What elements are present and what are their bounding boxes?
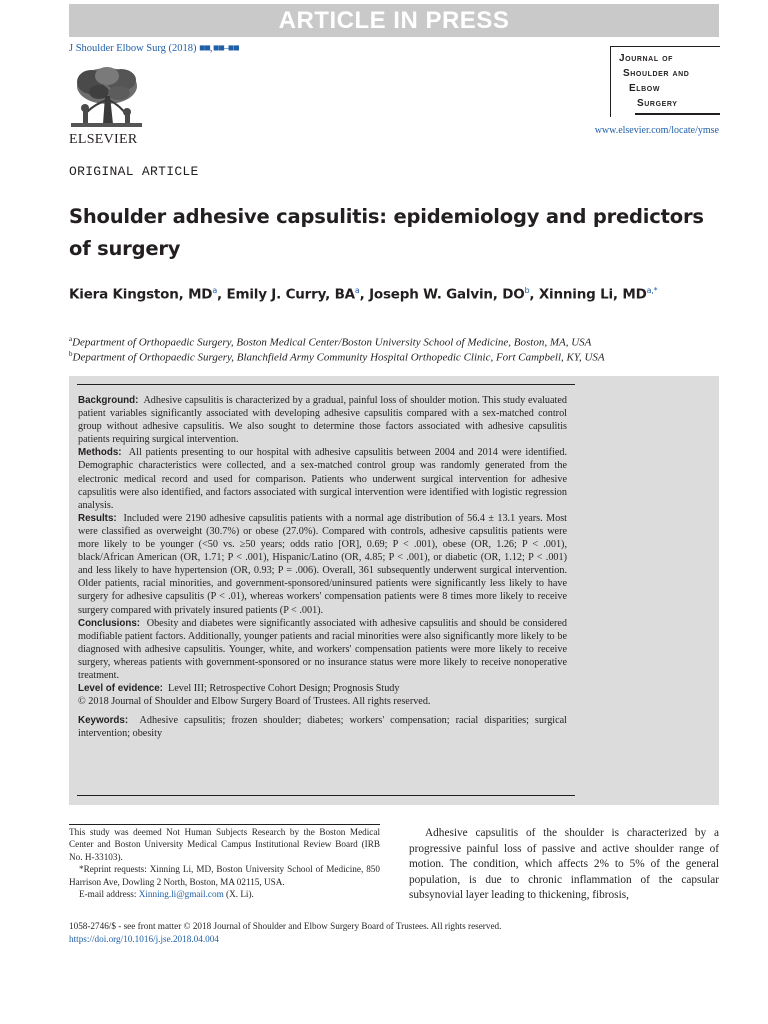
- footnotes: [69, 826, 380, 900]
- author-name: Joseph W. Galvin, DO: [369, 286, 525, 303]
- journal-line-1: Journal of: [619, 53, 674, 64]
- journal-url-link[interactable]: www.elsevier.com/locate/ymse: [594, 125, 719, 136]
- reprint-note: *Reprint requests: Xinning Li, MD, Boston University School of Medicine, 850 Harrison Ave, Dowling 2 North, Boston, MA 02115, USA.: [69, 864, 380, 887]
- author-name: Kiera Kingston, MD: [69, 286, 213, 303]
- intro-paragraph: Adhesive capsulitis of the shoulder is characterized by a progressive painful loss of passive and active shoulder range of motion. The condition, which affects 2% to 5% of the general population, is due to chronic inflammation of the capsular subsynovial layer leading to thickening, fibrosis,: [409, 827, 719, 902]
- publisher-name: ELSEVIER: [69, 132, 138, 147]
- author-affiliation-link[interactable]: b: [524, 286, 530, 295]
- affiliation-text: Department of Orthopaedic Surgery, Boston Medical Center/Boston University School of Medicine, Boston, MA, USA: [72, 336, 592, 349]
- abstract-heading: Keywords:: [78, 715, 129, 727]
- article-title: Shoulder adhesive capsulitis: epidemiology and predictors of surgery: [69, 205, 704, 260]
- irb-note: This study was deemed Not Human Subjects Research by the Boston Medical Center and Boston University Medical Campus Institutional Review Board (IRB No. H-33103).: [69, 827, 380, 862]
- journal-line-4: Surgery: [637, 98, 678, 109]
- author-separator: ,: [359, 286, 370, 303]
- footnote-rule: [69, 824, 380, 825]
- abstract-heading: Level of evidence:: [78, 683, 163, 695]
- abstract-paragraph: Level III; Retrospective Cohort Design; Prognosis Study: [168, 683, 400, 695]
- affiliation-marker: a: [69, 335, 73, 343]
- email-link[interactable]: Xinning.li@gmail.com: [138, 889, 224, 900]
- abstract-paragraph: All patients presenting to our hospital with adhesive capsulitis between 2004 and 2014 were identified. Demographic characteristics were collected, and a sex-matched control group was randomly generated from the electronic medical record and used for comparison. Patients who underwent surgical intervention for adhesive capsulitis were also identified, and factors associated with surgical intervention were identified with logistic regression analysis.: [78, 447, 567, 511]
- doi-link[interactable]: https://doi.org/10.1016/j.jse.2018.04.004: [69, 934, 219, 944]
- author-affiliation-link[interactable]: a: [354, 286, 360, 295]
- author-list: [69, 286, 719, 303]
- journal-masthead: [610, 46, 720, 117]
- abstract-bottom-rule: [77, 795, 575, 796]
- author-separator: ,: [217, 286, 227, 303]
- email-label: E-mail address:: [79, 889, 137, 900]
- abstract-heading: Conclusions:: [78, 617, 141, 629]
- journal-line-3: Elbow: [629, 83, 661, 94]
- abstract-heading: Methods:: [78, 447, 122, 459]
- affiliation-a: [69, 335, 729, 349]
- section-label: ORIGINAL ARTICLE: [69, 164, 199, 179]
- abstract-heading: Background:: [78, 395, 139, 406]
- email-note: [69, 888, 380, 900]
- abstract-level: [78, 682, 567, 695]
- journal-line-2: Shoulder and: [623, 68, 690, 79]
- front-matter-line: 1058-2746/$ - see front matter © 2018 Journal of Shoulder and Elbow Surgery Board of Trustees. All rights reserved.: [69, 921, 502, 931]
- abstract-paragraph: Included were 2190 adhesive capsulitis patients with a normal age distribution of 56.4 ± 13.1 years. Most were classified as overweight (30.7%) or obese (27.0%). Compared with controls, adhesive capsulitis patients were more likely to be younger (<50 vs. ≥50 years; odds ratio [OR], 0.69; P < .001), obese (OR, 1.26; P < .001), black/African American (OR, 1.71; P < .001), Hispanic/Latino (OR, 4.85; P < .001), or diabetic (OR, 1.12; P < .001) and less likely to have hypertension (OR, 0.93; P = .006). Overall, 361 subsequently underwent surgical intervention. Older patients, racial minorities, and government-sponsored/uninsured patients were significantly less likely to have surgery for adhesive capsulitis (P < .01), whereas workers' compensation patients were 8 times more likely to receive surgery compared with privately insured patients (P < .001).: [78, 512, 567, 616]
- affiliation-b: [69, 350, 729, 364]
- author-name: Emily J. Curry, BA: [226, 286, 355, 303]
- abstract-paragraph: Adhesive capsulitis is characterized by a gradual, painful loss of shoulder motion. This study evaluated patient variables significantly associated with developing adhesive capsulitis compared with a sex-matched control group without adhesive capsulitis. We also sought to determine those factors associated with adhesive capsulitis patients requiring surgical intervention.: [78, 395, 567, 446]
- abstract-background: [78, 394, 567, 446]
- keyword-list: Adhesive capsulitis; frozen shoulder; diabetes; workers' compensation; racial disparities; surgical intervention; obesity: [78, 715, 567, 740]
- masthead-rule: [635, 113, 720, 115]
- article-in-press-banner: ARTICLE IN PRESS: [69, 4, 719, 37]
- affiliation-marker: b: [69, 350, 73, 358]
- abstract-heading: Results:: [78, 512, 117, 524]
- abstract-results: [78, 512, 567, 617]
- abstract-conclusions: [78, 617, 567, 682]
- author-affiliation-link[interactable]: a: [212, 286, 218, 295]
- email-suffix: (X. Li).: [226, 889, 254, 900]
- abstract-text: [78, 394, 567, 740]
- journal-citation[interactable]: [69, 43, 239, 54]
- citation-text: J Shoulder Elbow Surg (2018): [69, 43, 197, 54]
- abstract-copyright: © 2018 Journal of Shoulder and Elbow Surgery Board of Trustees. All rights reserved.: [78, 696, 431, 708]
- affiliation-text: Department of Orthopaedic Surgery, Blanchfield Army Community Hospital Orthopedic Clinic, Fort Campbell, KY, USA: [72, 351, 605, 364]
- abstract-paragraph: Obesity and diabetes were significantly associated with adhesive capsulitis and should be considered modifiable patient factors. Additionally, younger patients and racial minorities were also significantly more likely to be diagnosed with adhesive capsulitis. Younger, white, and workers' compensation patients were more likely to receive surgery, whereas patients with government-sponsored or no insurance status were more likely to receive nonoperative treatment.: [78, 617, 567, 681]
- abstract-keywords: [78, 714, 567, 740]
- abstract-methods: [78, 446, 567, 511]
- abstract-top-rule: [77, 384, 575, 385]
- abstract-box: [69, 376, 719, 805]
- author-affiliation-link[interactable]: a,*: [646, 286, 658, 295]
- citation-placeholder: ■■, ■■–■■: [199, 43, 239, 54]
- author-name: Xinning Li, MD: [538, 286, 647, 303]
- author-separator: ,: [529, 286, 539, 303]
- tree-icon: [69, 66, 144, 132]
